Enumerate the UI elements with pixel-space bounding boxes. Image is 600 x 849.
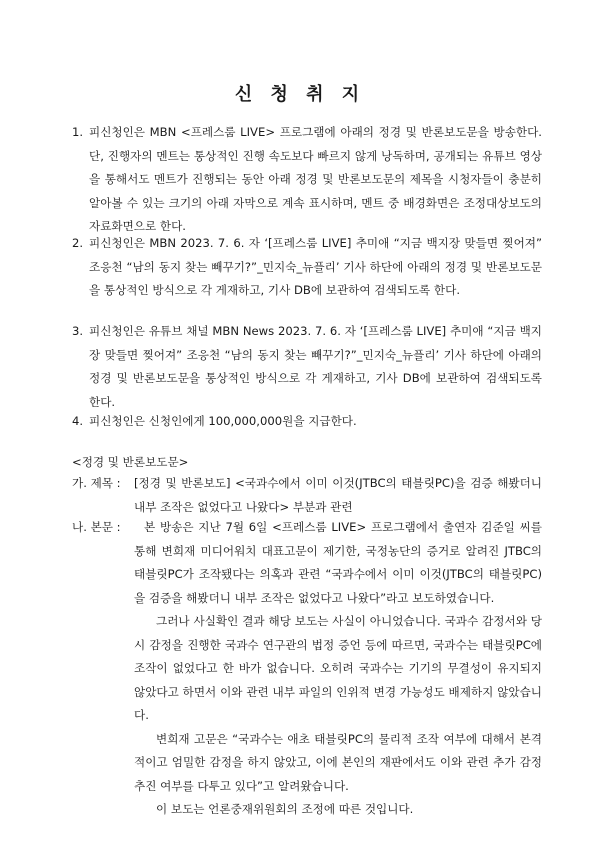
item-number: 4.: [72, 414, 84, 428]
request-item-4: [72, 410, 542, 434]
item-number: 2.: [72, 236, 84, 250]
request-item-1: [72, 121, 542, 239]
body-paragraph: 그러나 사실확인 결과 해당 보도는 사실이 아니었습니다. 국과수 감정서와 당시 감정을 진행한 국과수 연구관의 법정 증언 등에 따르면, 국과수는 태블릿PC에 조작이 없었다고 한 바가 없습니다. 오히려 국과수는 기기의 무결성이 유지되지 않았다고 하면서 이와 관련 내부 파일의 인위적 변경 가능성도 배제하지 않았습니다.: [134, 614, 542, 722]
request-item-3: [72, 320, 542, 414]
request-item-2: [72, 232, 542, 303]
body-paragraph: 이 보도는 언론중재위원회의 조정에 따른 것입니다.: [156, 802, 414, 816]
notice-title-row: [72, 472, 542, 519]
notice-title-text: [정경 및 반론보도] <국과수에서 이미 이것(JTBC의 태블릿PC)을 검증 해봤더니 내부 조작은 없었다고 나왔다> 부분과 관련: [134, 476, 542, 514]
body-paragraph: 변희재 고문은 “국과수는 애초 태블릿PC의 물리적 조작 여부에 대해서 본격적이고 엄밀한 감정을 하지 않았고, 이에 본인의 재판에서도 이와 관련 추가 감정 추진 여부를 다투고 있다”고 알려왔습니다.: [134, 731, 542, 793]
item-text: 피신청인은 MBN <프레스룸 LIVE> 프로그램에 아래의 정경 및 반론보도문을 방송한다. 단, 진행자의 멘트는 통상적인 진행 속도보다 빠르지 않게 낭독하며, 공개되는 유튜브 영상을 통해서도 멘트가 진행되는 동안 아래 정경 및 반론보도문의 제목을 시청자들이 충분히 알아볼 수 있는 크기의 아래 자막으로 계속 표시하며, 멘트 중 배경화면은 조정대상보도의 자료화면으로 한다.: [89, 125, 542, 233]
notice-heading: <정경 및 반론보도문>: [72, 455, 189, 469]
item-text: 피신청인은 유튜브 채널 MBN News 2023. 7. 6. 자 ‘[프레스룸 LIVE] 추미애 “지금 백지장 맞들면 찢어져” 조응천 “남의 동지 찾는 빼꾸기?”_민지숙_뉴플리’ 기사 하단에 아래의 정경 및 반론보도문을 통상적인 방식으로 각 게재하고, 기사 DB에 보관하여 검색되도록 한다.: [89, 324, 542, 409]
notice-body-row: [72, 516, 542, 822]
item-number: 1.: [72, 125, 84, 139]
item-text: 피신청인은 신청인에게 100,000,000원을 지급한다.: [89, 414, 357, 428]
notice-body: [134, 516, 542, 822]
notice-body-label: 나. 본문 :: [72, 520, 121, 534]
document-title: 신 청 취 지: [234, 84, 366, 105]
notice-title-label: 가. 제목 :: [72, 476, 121, 490]
item-text: 피신청인은 MBN 2023. 7. 6. 자 ‘[프레스룸 LIVE] 추미애 “지금 백지장 맞들면 찢어져” 조응천 “남의 동지 찾는 빼꾸기?”_민지숙_뉴플리’ 기사 하단에 아래의 정경 및 반론보도문을 통상적인 방식으로 각 게재하고, 기사 DB에 보관하여 검색되도록 한다.: [89, 236, 542, 297]
item-number: 3.: [72, 324, 84, 338]
body-paragraph: 본 방송은 지난 7월 6일 <프레스룸 LIVE> 프로그램에서 출연자 김준일 씨를 통해 변희재 미디어워치 대표고문이 제기한, 국정농단의 증거로 알려진 JTBC의 태블릿PC가 조작됐다는 의혹과 관련 “국과수에서 이미 이것(JTBC의 태블릿PC)을 검증을 해봤더니 내부 조작은 없었다고 나왔다”라고 보도하였습니다.: [134, 520, 542, 605]
